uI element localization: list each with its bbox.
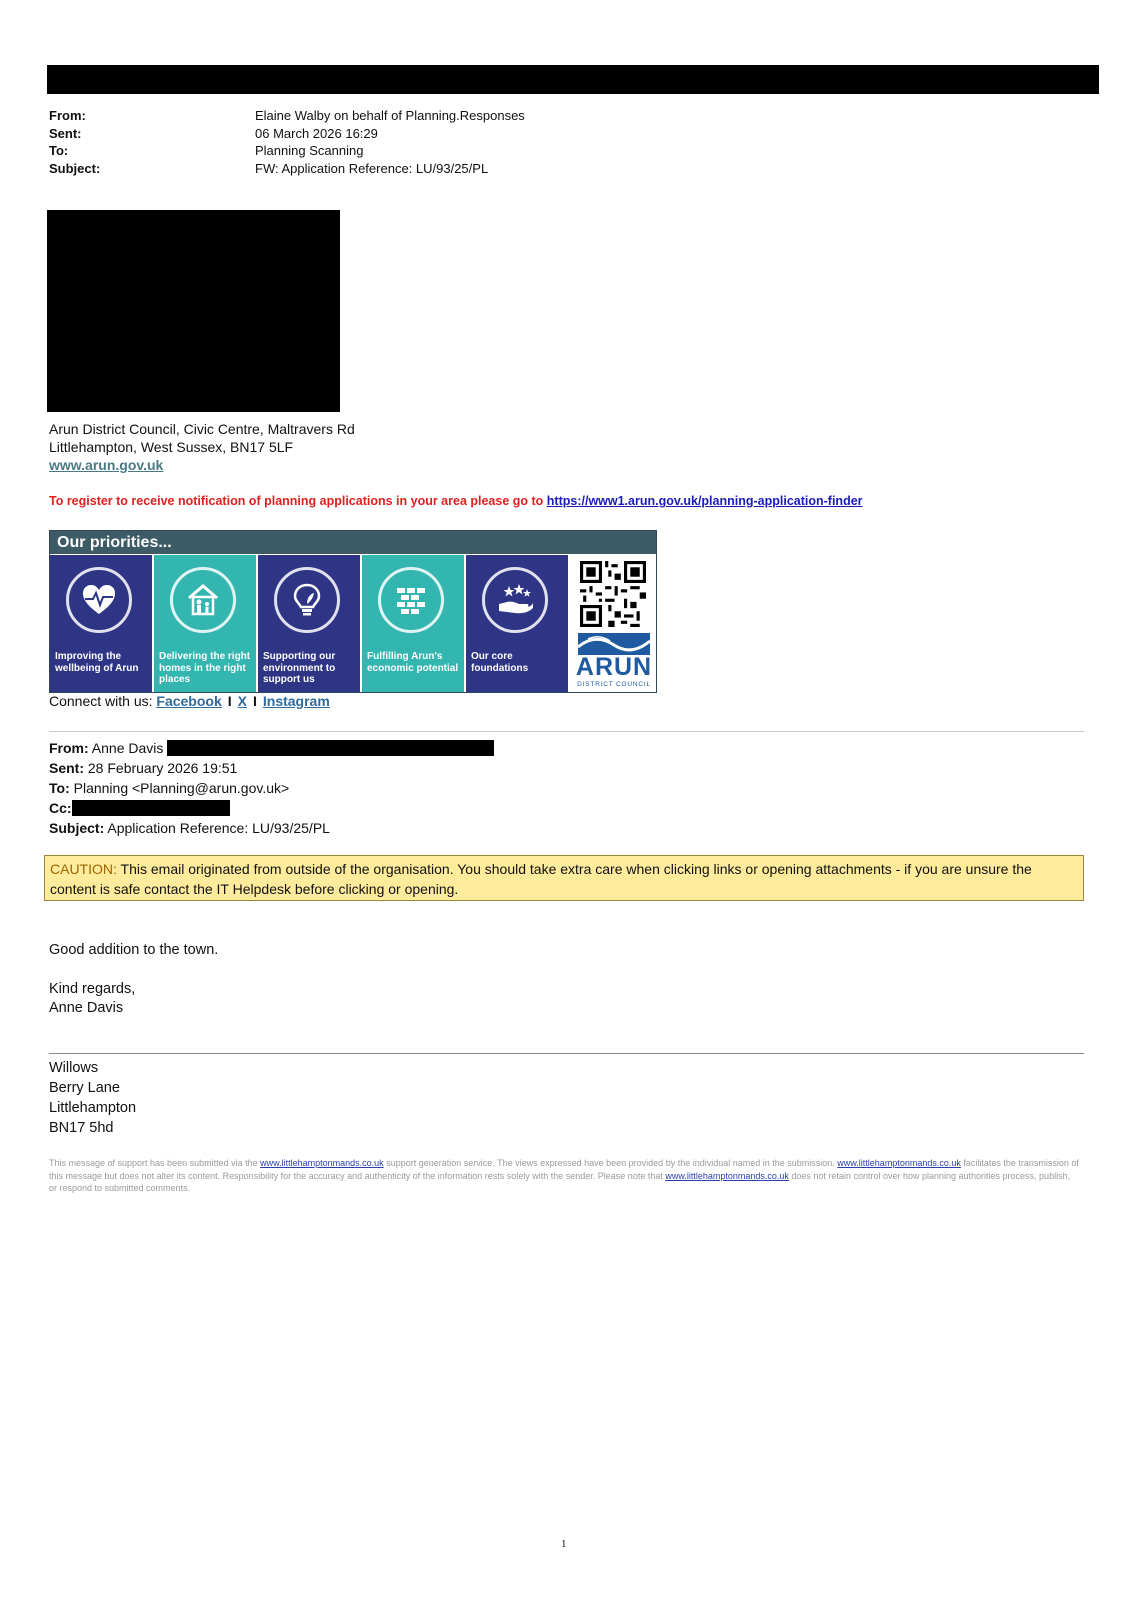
divider — [49, 731, 1084, 732]
hand-stars-icon — [482, 567, 548, 633]
closing-text: Kind regards, — [49, 981, 136, 997]
sent-value: 28 February 2026 19:51 — [84, 760, 238, 776]
sender-name: Anne Davis — [49, 1000, 124, 1016]
redacted-cc — [72, 800, 230, 816]
address-line: Berry Lane — [49, 1080, 120, 1096]
subject-label: Subject: — [49, 160, 101, 176]
page-number: 1 — [561, 1538, 567, 1550]
littlehampton-link[interactable]: www.littlehamptonmands.co.uk — [665, 1170, 789, 1181]
sent-value: 06 March 2026 16:29 — [255, 125, 378, 141]
subject-value: FW: Application Reference: LU/93/25/PL — [255, 160, 489, 176]
house-family-icon — [170, 567, 236, 633]
from-value: Anne Davis — [88, 740, 164, 756]
from-label: From: — [49, 108, 86, 123]
to-label: To: — [49, 143, 69, 158]
subject-value: Application Reference: LU/93/25/PL — [104, 820, 330, 836]
from-value: Elaine Walby on behalf of Planning.Responses — [255, 108, 525, 123]
priority-tile-foundations — [466, 555, 568, 692]
connect-label: Connect with us: — [49, 693, 157, 709]
priorities-banner — [49, 530, 657, 693]
sent-label: Sent: — [49, 760, 84, 776]
redacted-sender-email — [167, 740, 494, 756]
banner-title: Our priorities... — [50, 531, 656, 554]
arun-logo-sub: DISTRICT COUNCIL — [577, 681, 651, 688]
link-separator: I — [252, 693, 257, 709]
tile-caption: Improving the wellbeing of Arun — [55, 651, 139, 674]
disclaimer-text: facilitates the transmission of this message but does not alter its content. Responsibility for the accuracy and authenticity of the information rests solely with the sender. Please note that — [49, 1158, 1079, 1181]
register-text: To register to receive notification of planning applications in your area please go to — [49, 494, 547, 508]
tile-caption: Fulfilling Arun's economic potential — [367, 651, 459, 674]
priority-tile-homes — [154, 555, 256, 692]
sender-address — [49, 1058, 136, 1138]
disclaimer-text: This message of support has been submitted via the — [49, 1158, 261, 1168]
planning-finder-link[interactable]: https://www1.arun.gov.uk/planning-application-finder — [546, 494, 863, 508]
tile-caption: Delivering the right homes in the right places — [159, 651, 251, 685]
facebook-link[interactable]: Facebook — [156, 693, 222, 709]
redacted-signature-image — [47, 210, 340, 412]
littlehampton-link[interactable]: www.littlehamptonmands.co.uk — [260, 1158, 384, 1168]
redacted-header-bar — [47, 65, 1099, 94]
register-notice — [49, 494, 863, 508]
address-line: Littlehampton — [49, 1100, 137, 1116]
instagram-link[interactable]: Instagram — [262, 693, 330, 709]
littlehampton-link[interactable]: www.littlehamptonmands.co.uk — [837, 1158, 961, 1168]
message-body: Good addition to the town. — [49, 942, 219, 958]
cc-label: Cc: — [49, 800, 72, 816]
arun-wave-icon — [578, 633, 650, 655]
caution-banner — [44, 855, 1084, 901]
council-address — [49, 420, 355, 474]
tile-caption: Our core foundations — [471, 651, 529, 674]
address-line: Willows — [49, 1060, 99, 1076]
priority-tile-economy — [362, 555, 464, 692]
divider — [49, 1053, 1084, 1054]
from-label: From: — [49, 740, 89, 756]
brick-wall-icon — [378, 567, 444, 633]
to-label: To: — [49, 780, 70, 796]
connect-with-us — [49, 693, 330, 709]
caution-text: This email originated from outside of the organisation. You should take extra care when clicking links or opening attachments - if you are unsure the content is safe contact the IT Helpdesk before clicking or opening. — [50, 861, 1032, 897]
heart-pulse-icon — [66, 567, 132, 633]
arun-logo-word: ARUN — [575, 653, 653, 681]
link-separator: I — [227, 693, 232, 709]
arun-logo-tile — [570, 555, 656, 692]
sent-label: Sent: — [49, 125, 82, 141]
website-link[interactable]: www.arun.gov.uk — [49, 457, 164, 473]
tile-caption: Supporting our environment to support us — [263, 651, 336, 685]
forward-email-header — [49, 107, 525, 177]
to-value: Planning <Planning@arun.gov.uk> — [69, 780, 290, 796]
footer-disclaimer — [49, 1157, 1079, 1195]
priority-tile-wellbeing — [50, 555, 152, 692]
disclaimer-text: support generation service. The views expressed have been provided by the individual named in the submission. — [383, 1158, 838, 1168]
qr-code-icon — [580, 561, 646, 627]
subject-label: Subject: — [49, 820, 105, 836]
caution-label: CAUTION: — [50, 861, 117, 877]
priority-tile-environment — [258, 555, 360, 692]
disclaimer-text: does not retain control over how planning authorities process, publish, or respond to submitted comments. — [49, 1170, 1071, 1193]
message-closing — [49, 980, 135, 1018]
address-line-1: Arun District Council, Civic Centre, Maltravers Rd — [49, 421, 355, 437]
lightbulb-leaf-icon — [274, 567, 340, 633]
x-link[interactable]: X — [237, 693, 247, 709]
to-value: Planning Scanning — [255, 143, 364, 158]
address-line: BN17 5hd — [49, 1120, 114, 1136]
address-line-2: Littlehampton, West Sussex, BN17 5LF — [49, 439, 294, 455]
